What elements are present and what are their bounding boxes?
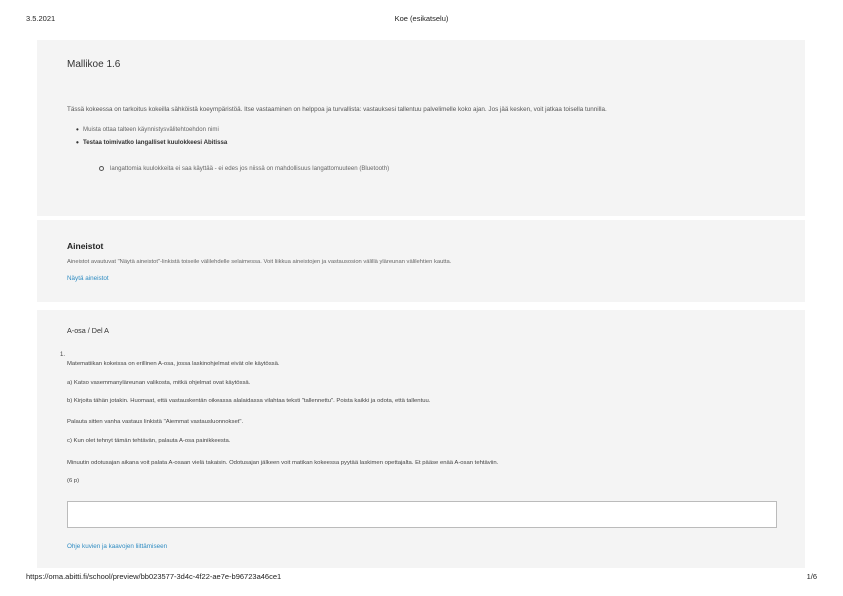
- question-line: Palauta sitten vanha vastaus linkistä "Aiemmat vastausluonnokset".: [67, 419, 244, 425]
- question-line: a) Katso vasemmanyläreunan valikosta, mitkä ohjelmat ovat käytössä.: [67, 380, 251, 386]
- print-url: https://oma.abitti.fi/school/preview/bb023577-3d4c-4f22-ae7e-b96723a46ce1: [26, 572, 282, 581]
- question-number: 1.: [60, 352, 66, 358]
- page-number: 1/6: [806, 572, 817, 581]
- help-link[interactable]: Ohje kuvien ja kaavojen liittämiseen: [67, 543, 168, 550]
- print-title: Koe (esikatselu): [394, 14, 449, 23]
- materials-description: Aineistot avautuvat "Näytä aineistot"-linkistä toiseile välilehdelle selaimessa. Voit liikkua aineistojen ja vastausosion välillä yläreunan välilehtien kautta.: [67, 259, 452, 265]
- show-materials-link[interactable]: Näytä aineistot: [67, 275, 109, 282]
- sub-bullet-text: langattomia kuulokkeita ei saa käyttää - ei edes jos niissä on mahdollisuus langattomuuteen (Bluetooth): [110, 165, 390, 172]
- bullet-item: • Testaa toimivatko langalliset kuulokkeesi Abitissa: [67, 139, 227, 152]
- section-title: A-osa / Del A: [67, 326, 109, 335]
- question-line: c) Kun olet tehnyt tämän tehtävän, palauta A-osa painikkeesta.: [67, 438, 231, 444]
- exam-title: Mallikoe 1.6: [67, 59, 121, 70]
- exam-bullets: [67, 126, 227, 152]
- print-date: 3.5.2021: [26, 14, 56, 23]
- materials-title: Aineistot: [67, 241, 104, 251]
- question-points: (6 p): [67, 478, 80, 484]
- question-line: Matematiikan kokeissa on erillinen A-osa, jossa laskinohjelmat eivät ole käytössä.: [67, 361, 280, 367]
- print-header: [0, 14, 843, 26]
- circle-bullet-icon: [99, 166, 104, 171]
- answer-field[interactable]: [67, 501, 777, 528]
- bullet-item: • Muista ottaa talteen käynnistysvälitehtoehdon nimi: [67, 126, 227, 139]
- question-line: Minuutin odotusajan aikana voit palata A-osaan vielä takaisin. Odotusajan jälkeen voit matikan kokeessa pyytää laskimen opettajalta. Et pääse enää A-osan tehtäviin.: [67, 460, 499, 466]
- sub-bullet-item: [99, 165, 389, 172]
- exam-intro: Tässä kokeessa on tarkoitus kokeilla sähköistä koeympäristöä. Itse vastaaminen on helppoa ja turvallista: vastauksesi tallentuu palvelimelle koko ajan. Jos jää kesken, voit jatkaa toisella tunnilla.: [67, 106, 607, 113]
- question-line: b) Kirjoita tähän jotakin. Huomaat, että vastauskentän oikeassa alalaidassa vilahtaa teksti "tallennettu". Poista kaikki ja odota, että tallentuu.: [67, 398, 431, 404]
